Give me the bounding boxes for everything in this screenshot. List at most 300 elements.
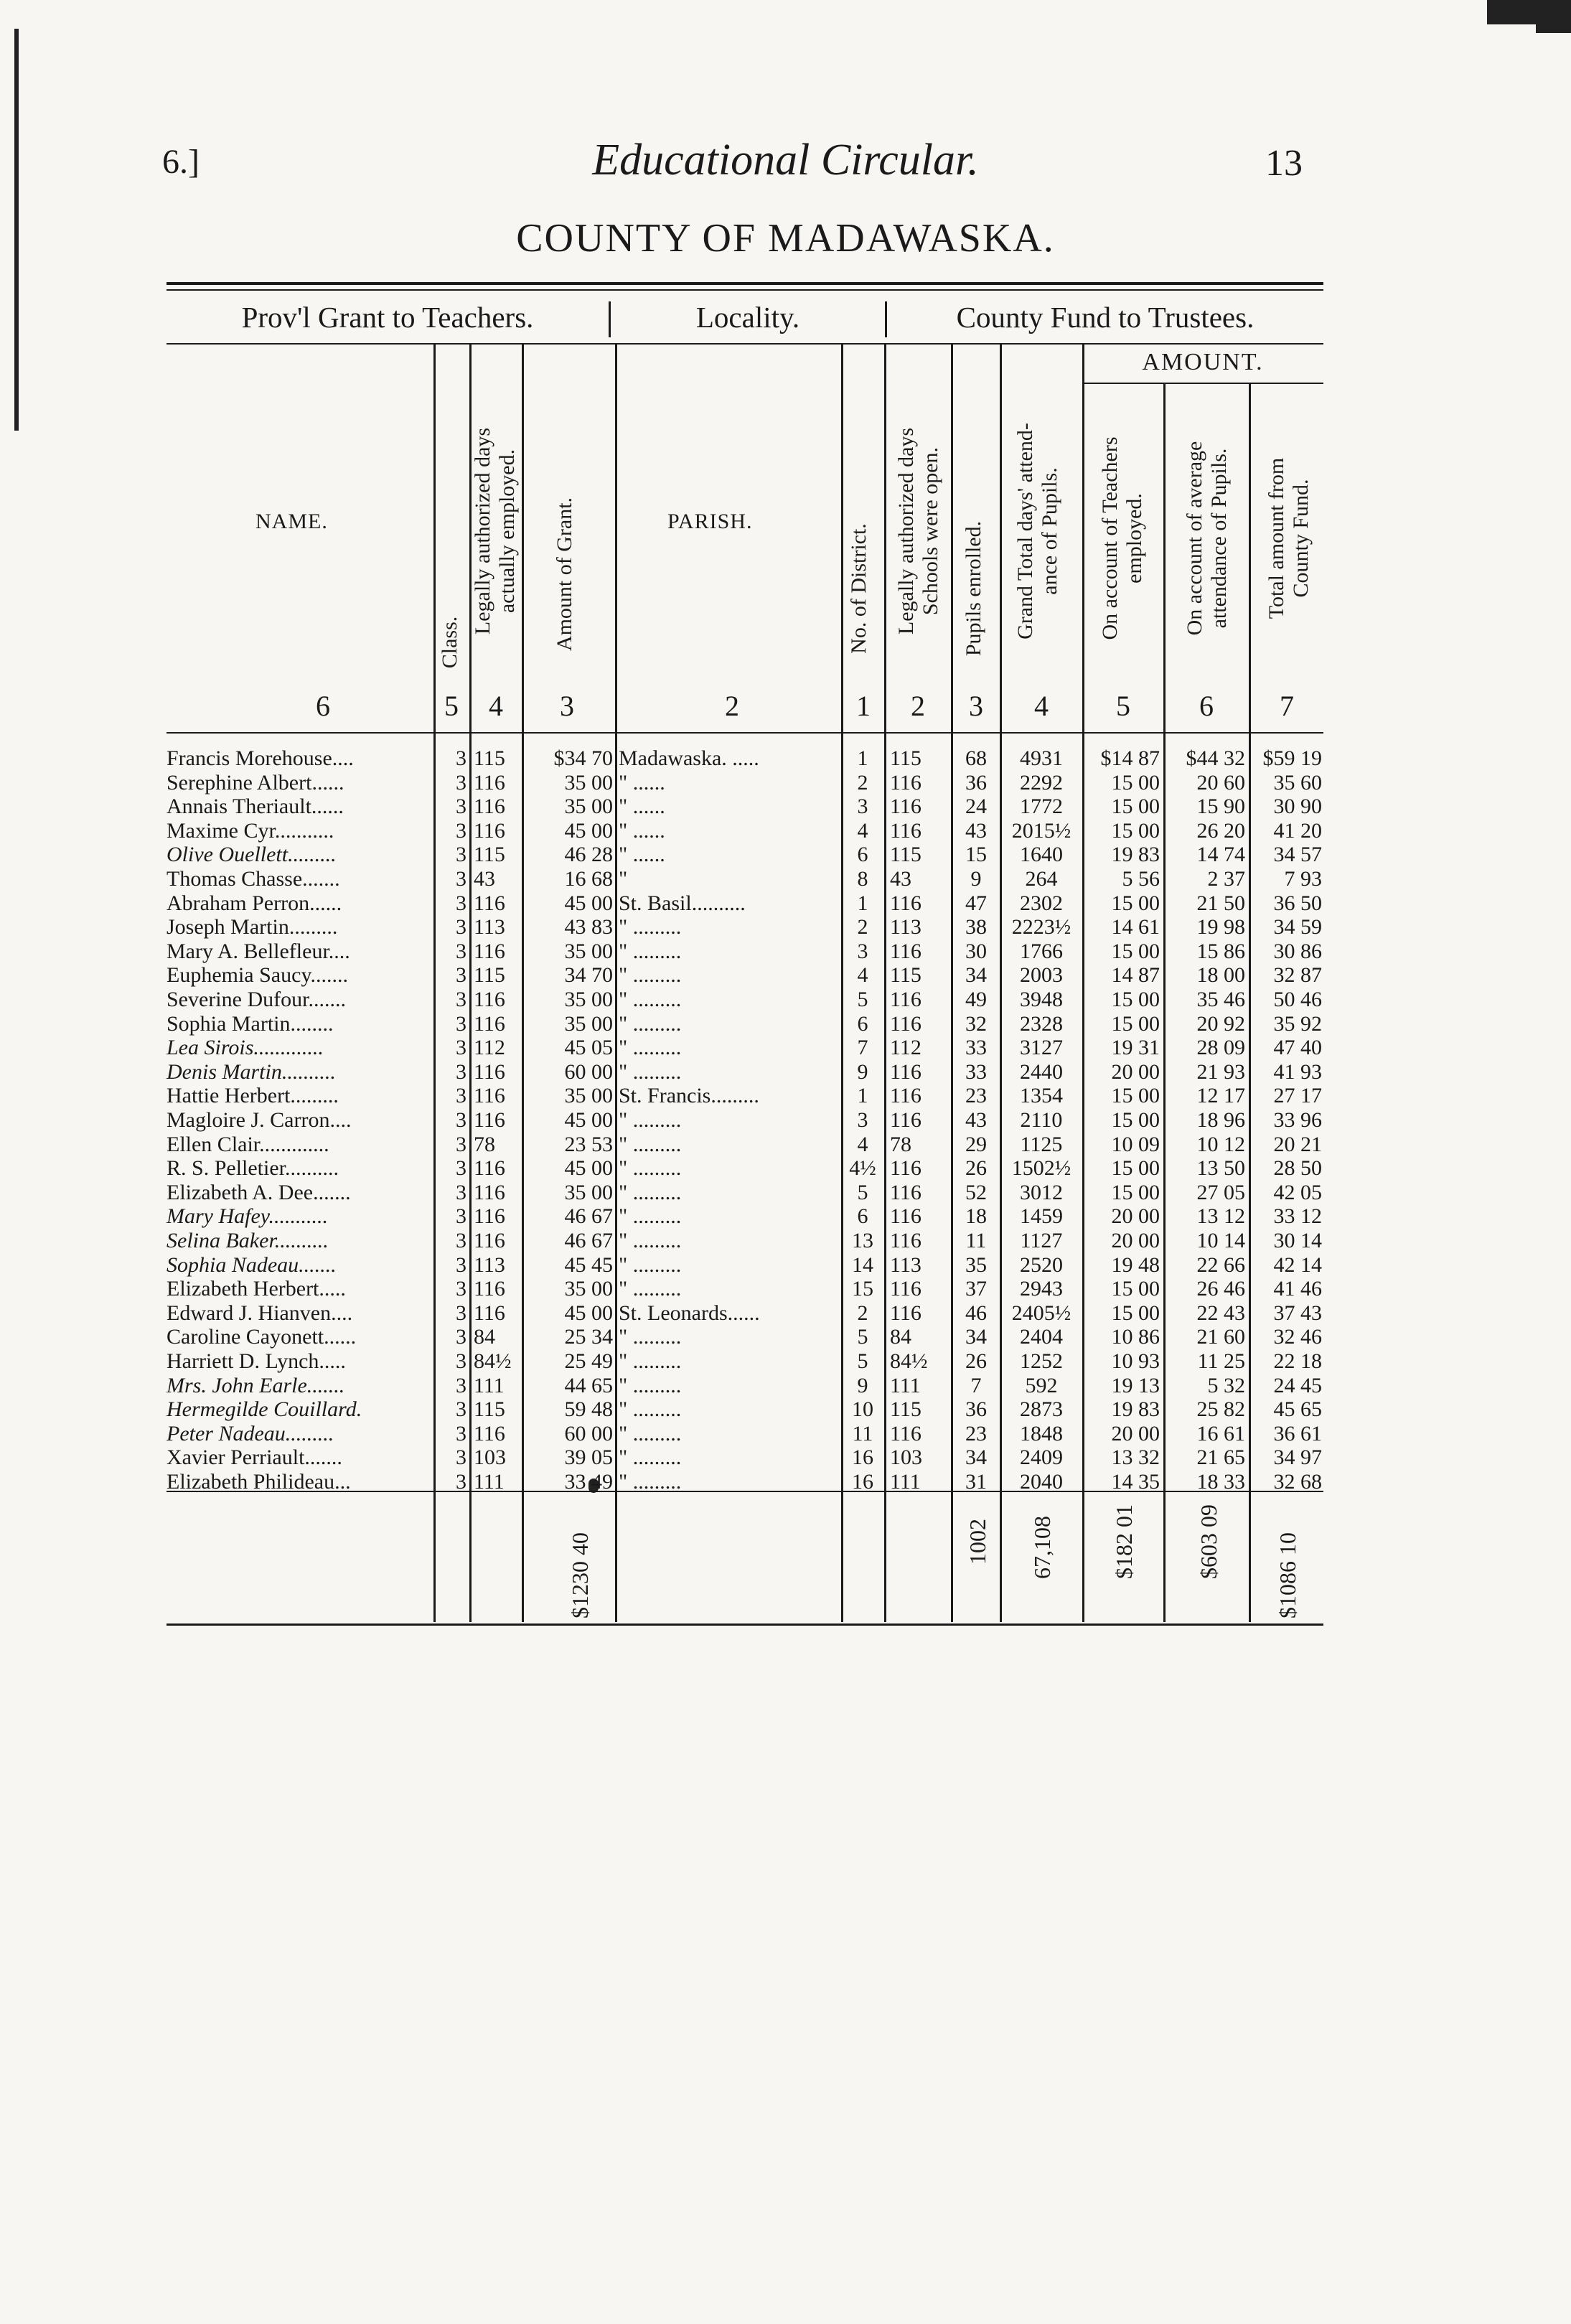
- parish-cell: St. Basil..........: [619, 891, 746, 915]
- teacher-name: Francis Morehouse....: [167, 746, 354, 770]
- total-fund-cell: 33 96: [1273, 1108, 1322, 1132]
- teacher-name: Mrs. John Earle.......: [167, 1373, 345, 1397]
- teacher-name: R. S. Pelletier..........: [167, 1156, 339, 1181]
- days-employed-cell: 116: [474, 1180, 505, 1204]
- bottom-rule: [167, 1623, 1323, 1626]
- teacher-name: Annais Theriault......: [167, 795, 344, 819]
- grant-cell: 46 67: [564, 1229, 613, 1252]
- teachers-account-cell: 19 48: [1111, 1252, 1160, 1277]
- pupils-cell: 34: [965, 1446, 987, 1470]
- district-cell: 4: [857, 818, 868, 843]
- average-account-cell: 10 12: [1196, 1132, 1245, 1156]
- average-account-cell: 10 14: [1196, 1229, 1245, 1252]
- total-attendance: 67,108: [1029, 1516, 1055, 1579]
- days-employed-cell: 116: [474, 1011, 505, 1036]
- teacher-name: Severine Dufour.......: [167, 988, 346, 1011]
- district-cell: 7: [857, 1036, 868, 1060]
- class-cell: 3: [456, 1084, 466, 1108]
- teacher-name: Selina Baker..........: [167, 1229, 329, 1252]
- class-cell: 3: [456, 843, 466, 867]
- grant-cell: 35 00: [564, 770, 613, 795]
- teacher-name: Caroline Cayonett......: [167, 1325, 357, 1349]
- district-cell: 3: [857, 1108, 868, 1132]
- days-open-cell: 103: [890, 1446, 922, 1470]
- grant-cell: 34 70: [564, 963, 613, 988]
- column-number: 6: [1199, 690, 1214, 722]
- attendance-cell: 2110: [1020, 1108, 1063, 1132]
- average-account-cell: 35 46: [1196, 988, 1245, 1011]
- teacher-name: Magloire J. Carron....: [167, 1108, 352, 1132]
- parish-cell: " .........: [619, 1373, 682, 1397]
- pupils-cell: 68: [965, 746, 987, 770]
- district-cell: 10: [852, 1397, 873, 1422]
- teachers-account-cell: 10 86: [1111, 1325, 1160, 1349]
- header-attendance-line1: Grand Total days' attend-: [1013, 423, 1037, 639]
- teacher-name: Sophia Nadeau.......: [167, 1252, 337, 1277]
- teacher-name: Mary Hafey...........: [167, 1204, 328, 1229]
- district-cell: 6: [857, 1011, 868, 1036]
- class-cell: 3: [456, 891, 466, 915]
- average-account-cell: 28 09: [1196, 1036, 1245, 1060]
- days-employed-cell: 78: [474, 1132, 495, 1156]
- pupils-cell: 33: [965, 1059, 987, 1084]
- table-row: [0, 915, 1571, 939]
- days-open-cell: 112: [890, 1036, 922, 1060]
- days-employed-cell: 112: [474, 1036, 505, 1060]
- total-teachers: $182 01: [1111, 1504, 1137, 1579]
- teachers-account-cell: 15 00: [1111, 1301, 1160, 1325]
- scan-edge-mark: [14, 29, 19, 431]
- pupils-cell: 23: [965, 1421, 987, 1446]
- table-row: [0, 1060, 1571, 1084]
- days-open-cell: 84½: [890, 1349, 928, 1373]
- table-row: [0, 1277, 1571, 1301]
- pupils-cell: 9: [970, 867, 982, 891]
- grant-cell: $34 70: [553, 746, 613, 770]
- pupils-cell: 30: [965, 939, 987, 963]
- table-row: [0, 1301, 1571, 1325]
- pupils-cell: 35: [965, 1252, 987, 1277]
- class-cell: 3: [456, 1229, 466, 1252]
- parish-cell: " .........: [619, 1108, 682, 1132]
- header-days-employed-line2: actually employed.: [495, 449, 519, 614]
- header-total-fund-line1: Total amount from: [1265, 457, 1288, 619]
- pupils-cell: 37: [965, 1277, 987, 1301]
- district-cell: 5: [857, 1349, 868, 1373]
- teachers-account-cell: 15 00: [1111, 1180, 1160, 1204]
- days-employed-cell: 116: [474, 1421, 505, 1446]
- total-fund-cell: 42 14: [1273, 1252, 1322, 1277]
- column-number-rule: [167, 732, 1323, 734]
- days-employed-cell: 111: [474, 1470, 505, 1494]
- pupils-cell: 52: [965, 1180, 987, 1204]
- parish-cell: " .........: [619, 1059, 682, 1084]
- days-open-cell: 111: [890, 1470, 921, 1494]
- group-locality: Locality.: [695, 301, 800, 334]
- attendance-cell: 3012: [1020, 1180, 1063, 1204]
- pupils-cell: 31: [965, 1470, 987, 1494]
- total-fund-cell: 41 46: [1273, 1277, 1322, 1301]
- attendance-cell: 2223½: [1011, 915, 1071, 940]
- average-account-cell: 21 50: [1196, 891, 1245, 915]
- total-fund-cell: $59 19: [1262, 746, 1322, 770]
- average-account-cell: 5 32: [1207, 1373, 1245, 1397]
- total-fund-cell: 32 87: [1273, 963, 1322, 988]
- scan-edge-mark: [1536, 0, 1571, 33]
- days-employed-cell: 116: [474, 1156, 505, 1181]
- days-open-cell: 116: [890, 795, 922, 819]
- total-fund-cell: 30 14: [1273, 1229, 1322, 1252]
- pupils-cell: 47: [965, 891, 987, 915]
- parish-cell: " .........: [619, 1252, 682, 1277]
- class-cell: 3: [456, 1397, 466, 1422]
- pupils-cell: 15: [965, 843, 987, 867]
- table-row: [0, 1181, 1571, 1204]
- column-number: 4: [489, 690, 503, 722]
- parish-cell: St. Francis.........: [619, 1084, 759, 1108]
- days-open-cell: 115: [890, 1397, 922, 1422]
- district-cell: 6: [857, 843, 868, 867]
- grant-cell: 46 67: [564, 1204, 613, 1229]
- average-account-cell: 22 43: [1196, 1301, 1245, 1325]
- table-row: [0, 1204, 1571, 1228]
- district-cell: 9: [857, 1373, 868, 1397]
- table-row: [0, 1012, 1571, 1036]
- teachers-account-cell: $14 87: [1100, 746, 1160, 770]
- top-rule: [167, 282, 1323, 285]
- total-fund-cell: 36 50: [1273, 891, 1322, 915]
- class-cell: 3: [456, 1132, 466, 1156]
- days-open-cell: 116: [890, 1204, 922, 1229]
- header-attendance-line2: ance of Pupils.: [1038, 467, 1061, 595]
- column-number: 7: [1280, 690, 1294, 722]
- attendance-cell: 1459: [1020, 1204, 1063, 1229]
- pupils-cell: 36: [965, 1397, 987, 1422]
- parish-cell: " .........: [619, 1349, 682, 1373]
- attendance-cell: 1252: [1020, 1349, 1063, 1373]
- class-cell: 3: [456, 867, 466, 891]
- days-open-cell: 116: [890, 1084, 922, 1108]
- table-row: [0, 819, 1571, 843]
- average-account-cell: 20 60: [1196, 770, 1245, 795]
- attendance-cell: 2873: [1020, 1397, 1063, 1422]
- average-account-cell: 27 05: [1196, 1180, 1245, 1204]
- amount-rule: [1082, 383, 1323, 384]
- teachers-account-cell: 19 13: [1111, 1373, 1160, 1397]
- attendance-cell: 264: [1025, 867, 1058, 891]
- class-cell: 3: [456, 1036, 466, 1060]
- pupils-cell: 34: [965, 1325, 987, 1349]
- teachers-account-cell: 19 31: [1111, 1036, 1160, 1060]
- class-cell: 3: [456, 915, 466, 940]
- grant-cell: 35 00: [564, 939, 613, 963]
- teachers-account-cell: 15 00: [1111, 795, 1160, 819]
- days-employed-cell: 116: [474, 1204, 505, 1229]
- total-fund: $1086 10: [1275, 1532, 1300, 1618]
- teachers-account-cell: 15 00: [1111, 891, 1160, 915]
- district-cell: 13: [852, 1229, 873, 1252]
- class-cell: 3: [456, 1059, 466, 1084]
- teachers-account-cell: 15 00: [1111, 1108, 1160, 1132]
- class-cell: 3: [456, 746, 466, 770]
- days-open-cell: 116: [890, 939, 922, 963]
- days-open-cell: 84: [890, 1325, 911, 1349]
- class-cell: 3: [456, 1204, 466, 1229]
- pupils-cell: 36: [965, 770, 987, 795]
- class-cell: 3: [456, 1325, 466, 1349]
- parish-cell: " .........: [619, 988, 682, 1011]
- parish-cell: " .........: [619, 939, 682, 963]
- average-account-cell: 19 98: [1196, 915, 1245, 940]
- pupils-cell: 29: [965, 1132, 987, 1156]
- average-account-cell: 14 74: [1196, 843, 1245, 867]
- teacher-name: Maxime Cyr...........: [167, 818, 334, 843]
- total-fund-cell: 41 20: [1273, 818, 1322, 843]
- header-parish: PARISH.: [667, 510, 753, 533]
- column-number: 2: [911, 690, 925, 722]
- class-cell: 3: [456, 1373, 466, 1397]
- table-row: [0, 1397, 1571, 1421]
- total-fund-cell: 7 93: [1284, 867, 1322, 891]
- total-average: $603 09: [1196, 1504, 1221, 1579]
- days-open-cell: 116: [890, 1421, 922, 1446]
- grant-cell: 45 00: [564, 1301, 613, 1325]
- table-row: [0, 1229, 1571, 1252]
- teachers-account-cell: 15 00: [1111, 770, 1160, 795]
- class-cell: 3: [456, 818, 466, 843]
- total-fund-cell: 45 65: [1273, 1397, 1322, 1422]
- table-row: [0, 843, 1571, 866]
- days-open-cell: 115: [890, 746, 922, 770]
- attendance-cell: 1125: [1020, 1132, 1063, 1156]
- parish-cell: " .........: [619, 1204, 682, 1229]
- table-row: [0, 1422, 1571, 1446]
- days-open-cell: 116: [890, 988, 922, 1011]
- district-cell: 11: [852, 1421, 873, 1446]
- table-row: [0, 1036, 1571, 1059]
- teacher-name: Harriett D. Lynch.....: [167, 1349, 346, 1373]
- grant-cell: 16 68: [564, 867, 613, 891]
- teacher-name: Peter Nadeau.........: [167, 1421, 334, 1446]
- table-row: [0, 1133, 1571, 1156]
- class-cell: 3: [456, 1011, 466, 1036]
- total-fund-cell: 50 46: [1273, 988, 1322, 1011]
- days-employed-cell: 115: [474, 1397, 505, 1422]
- average-account-cell: 12 17: [1196, 1084, 1245, 1108]
- teacher-name: Joseph Martin.........: [167, 915, 338, 940]
- district-cell: 6: [857, 1204, 868, 1229]
- days-open-cell: 116: [890, 770, 922, 795]
- header-grant: Amount of Grant.: [553, 497, 576, 652]
- grant-cell: 35 00: [564, 988, 613, 1011]
- header-district: No. of District.: [847, 523, 871, 654]
- total-fund-cell: 35 92: [1273, 1011, 1322, 1036]
- grant-cell: 35 00: [564, 1180, 613, 1204]
- table-row: [0, 867, 1571, 891]
- total-fund-cell: 41 93: [1273, 1059, 1322, 1084]
- pupils-cell: 34: [965, 963, 987, 988]
- grant-cell: 60 00: [564, 1059, 613, 1084]
- header-pupils: Pupils enrolled.: [962, 520, 985, 657]
- parish-cell: " .........: [619, 1277, 682, 1301]
- attendance-cell: 4931: [1020, 746, 1063, 770]
- total-fund-cell: 24 45: [1273, 1373, 1322, 1397]
- pupils-cell: 46: [965, 1301, 987, 1325]
- parish-cell: " ......: [619, 795, 665, 819]
- grant-cell: 35 00: [564, 1011, 613, 1036]
- class-cell: 3: [456, 988, 466, 1011]
- attendance-cell: 1766: [1020, 939, 1063, 963]
- class-cell: 3: [456, 939, 466, 963]
- grant-cell: 45 00: [564, 1156, 613, 1181]
- pupils-cell: 26: [965, 1349, 987, 1373]
- column-number: 2: [725, 690, 739, 722]
- teachers-account-cell: 15 00: [1111, 1277, 1160, 1301]
- attendance-cell: 2405½: [1011, 1301, 1071, 1325]
- attendance-cell: 1502½: [1011, 1156, 1071, 1181]
- class-cell: 3: [456, 1180, 466, 1204]
- parish-cell: Madawaska. .....: [619, 746, 759, 770]
- attendance-cell: 3948: [1020, 988, 1063, 1011]
- total-fund-cell: 47 40: [1273, 1036, 1322, 1060]
- grant-cell: 43 83: [564, 915, 613, 940]
- pupils-cell: 11: [965, 1229, 987, 1252]
- teachers-account-cell: 15 00: [1111, 1156, 1160, 1181]
- teacher-name: Elizabeth Herbert.....: [167, 1277, 346, 1301]
- attendance-cell: 2003: [1020, 963, 1063, 988]
- parish-cell: " .........: [619, 915, 682, 940]
- teachers-account-cell: 15 00: [1111, 988, 1160, 1011]
- attendance-cell: 2943: [1020, 1277, 1063, 1301]
- days-employed-cell: 115: [474, 843, 505, 867]
- total-fund-cell: 33 12: [1273, 1204, 1322, 1229]
- parish-cell: " .........: [619, 1156, 682, 1181]
- total-fund-cell: 28 50: [1273, 1156, 1322, 1181]
- group-trustees: County Fund to Trustees.: [956, 301, 1255, 334]
- teachers-account-cell: 20 00: [1111, 1421, 1160, 1446]
- header-average-account-line1: On account of average: [1183, 441, 1206, 636]
- days-employed-cell: 116: [474, 1084, 505, 1108]
- teachers-account-cell: 15 00: [1111, 939, 1160, 963]
- average-account-cell: 15 90: [1196, 795, 1245, 819]
- parish-cell: " .........: [619, 1397, 682, 1422]
- days-open-cell: 113: [890, 1252, 922, 1277]
- table-row: [0, 1325, 1571, 1349]
- table-row: [0, 940, 1571, 963]
- attendance-cell: 1354: [1020, 1084, 1063, 1108]
- teacher-name: Abraham Perron......: [167, 891, 342, 915]
- days-employed-cell: 116: [474, 818, 505, 843]
- days-open-cell: 116: [890, 1277, 922, 1301]
- attendance-cell: 2440: [1020, 1059, 1063, 1084]
- parish-cell: " .........: [619, 963, 682, 988]
- teachers-account-cell: 19 83: [1111, 1397, 1160, 1422]
- column-number: 5: [1116, 690, 1130, 722]
- pupils-cell: 26: [965, 1156, 987, 1181]
- pupils-cell: 43: [965, 818, 987, 843]
- pupils-cell: 7: [970, 1373, 982, 1397]
- header-total-fund-line2: County Fund.: [1289, 479, 1313, 598]
- average-account-cell: 20 92: [1196, 1011, 1245, 1036]
- district-cell: 4: [857, 963, 868, 988]
- teachers-account-cell: 10 93: [1111, 1349, 1160, 1373]
- attendance-cell: 2302: [1020, 891, 1063, 915]
- district-cell: 1: [857, 891, 868, 915]
- table-row: [0, 1156, 1571, 1180]
- header-attendance: [1013, 380, 1062, 682]
- class-cell: 3: [456, 1349, 466, 1373]
- district-cell: 3: [857, 939, 868, 963]
- days-open-cell: 116: [890, 818, 922, 843]
- teacher-name: Lea Sirois.............: [167, 1036, 324, 1060]
- days-open-cell: 115: [890, 963, 922, 988]
- pupils-cell: 33: [965, 1036, 987, 1060]
- grant-cell: 23 53: [564, 1132, 613, 1156]
- district-cell: 2: [857, 1301, 868, 1325]
- district-cell: 2: [857, 770, 868, 795]
- days-employed-cell: 116: [474, 1108, 505, 1132]
- average-account-cell: 22 66: [1196, 1252, 1245, 1277]
- days-open-cell: 116: [890, 1229, 922, 1252]
- teachers-account-cell: 10 09: [1111, 1132, 1160, 1156]
- days-open-cell: 116: [890, 891, 922, 915]
- grant-cell: 39 05: [564, 1446, 613, 1470]
- days-employed-cell: 116: [474, 1229, 505, 1252]
- days-open-cell: 116: [890, 1059, 922, 1084]
- parish-cell: " .........: [619, 1180, 682, 1204]
- parish-cell: " ......: [619, 770, 665, 795]
- table-row: [0, 1374, 1571, 1397]
- grant-cell: 35 00: [564, 1084, 613, 1108]
- days-employed-cell: 115: [474, 746, 505, 770]
- average-account-cell: 15 86: [1196, 939, 1245, 963]
- average-account-cell: 2 37: [1207, 867, 1245, 891]
- pupils-cell: 23: [965, 1084, 987, 1108]
- days-open-cell: 116: [890, 1156, 922, 1181]
- table-row: [0, 1084, 1571, 1107]
- class-cell: 3: [456, 1446, 466, 1470]
- grant-cell: 35 00: [564, 1277, 613, 1301]
- grant-cell: 59 48: [564, 1397, 613, 1422]
- grant-cell: 45 05: [564, 1036, 613, 1060]
- average-account-cell: 16 61: [1196, 1421, 1245, 1446]
- teachers-account-cell: 14 61: [1111, 915, 1160, 940]
- class-cell: 3: [456, 1301, 466, 1325]
- table-row: [0, 1446, 1571, 1469]
- grant-cell: 45 45: [564, 1252, 613, 1277]
- parish-cell: ": [619, 867, 628, 891]
- running-title: Educational Circular.: [592, 136, 979, 184]
- teacher-name: Ellen Clair.............: [167, 1132, 329, 1156]
- teacher-name: Sophia Martin........: [167, 1011, 334, 1036]
- class-cell: 3: [456, 1470, 466, 1494]
- average-account-cell: 21 65: [1196, 1446, 1245, 1470]
- table-row: [0, 1349, 1571, 1373]
- total-grant: $1230 40: [567, 1532, 593, 1618]
- total-fund-cell: 22 18: [1273, 1349, 1322, 1373]
- class-cell: 3: [456, 1156, 466, 1181]
- teacher-name: Euphemia Saucy.......: [167, 963, 348, 988]
- teachers-account-cell: 15 00: [1111, 1084, 1160, 1108]
- average-account-cell: 18 00: [1196, 963, 1245, 988]
- attendance-cell: 2292: [1020, 770, 1063, 795]
- total-fund-cell: 32 68: [1273, 1470, 1322, 1494]
- days-employed-cell: 111: [474, 1373, 505, 1397]
- days-open-cell: 78: [890, 1132, 911, 1156]
- total-fund-cell: 34 57: [1273, 843, 1322, 867]
- teacher-name: Edward J. Hianven....: [167, 1301, 353, 1325]
- days-open-cell: 113: [890, 915, 922, 940]
